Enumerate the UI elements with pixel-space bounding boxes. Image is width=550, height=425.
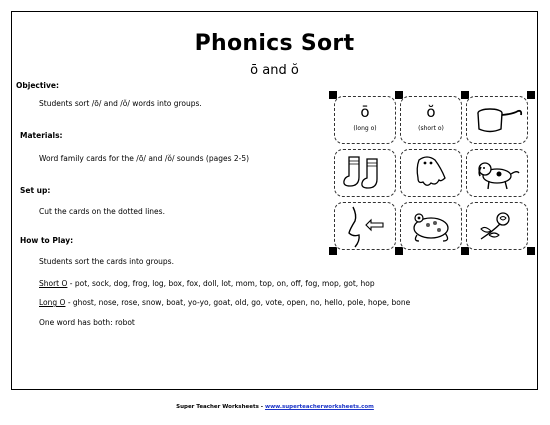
rose-icon: [467, 203, 527, 249]
long-o-words: - ghost, nose, rose, snow, boat, yo-yo, goat, old, go, vote, open, no, hello, pole, hope, bone: [65, 298, 411, 307]
page-subtitle: ō and ŏ: [250, 63, 299, 78]
frog-icon: [401, 203, 461, 249]
card-socks: [334, 149, 396, 197]
long-o-caption: (long o): [353, 125, 377, 132]
materials-text: Word family cards for the /ō/ and /ŏ/ sounds (pages 2-5): [39, 154, 250, 163]
card-ghost: [400, 149, 462, 197]
card-grid-preview: [332, 94, 532, 252]
setup-label: Set up:: [20, 186, 51, 195]
page-title: Phonics Sort: [194, 31, 355, 56]
long-o-label: Long O: [39, 298, 66, 307]
corner-marker: [527, 247, 535, 255]
corner-marker: [527, 91, 535, 99]
pot-icon: [467, 97, 527, 143]
short-o-mark: ŏ: [426, 103, 436, 121]
how-to-play-intro: Students sort the cards into groups.: [39, 257, 174, 266]
materials-label: Materials:: [20, 131, 63, 140]
card-dog: [466, 149, 528, 197]
footer-brand: Super Teacher Worksheets -: [176, 404, 265, 410]
setup-text: Cut the cards on the dotted lines.: [39, 207, 165, 216]
card-short-o: [400, 96, 462, 144]
how-to-play-label: How to Play:: [20, 236, 74, 245]
card-rose: [466, 202, 528, 250]
short-o-label: Short O: [39, 279, 68, 288]
both-sounds-text: One word has both: robot: [39, 318, 135, 327]
ghost-icon: [401, 150, 461, 196]
socks-icon: [335, 150, 395, 196]
long-o-line: [39, 298, 410, 307]
objective-text: Students sort /ō/ and /ŏ/ words into groups.: [39, 99, 202, 108]
card-frog: [400, 202, 462, 250]
dog-icon: [467, 150, 527, 196]
objective-label: Objective:: [16, 81, 59, 90]
footer-link[interactable]: www.superteacherworksheets.com: [264, 404, 374, 410]
long-o-mark: ō: [360, 103, 370, 121]
card-nose: [334, 202, 396, 250]
card-long-o: [334, 96, 396, 144]
short-o-caption: (short o): [418, 125, 444, 132]
card-pot: [466, 96, 528, 144]
short-o-line: [39, 279, 375, 288]
short-o-words: - pot, sock, dog, frog, log, box, fox, doll, lot, mom, top, on, off, fog, mop, got, hop: [67, 279, 375, 288]
nose-icon: [335, 203, 395, 249]
worksheet-page: [11, 11, 538, 390]
footer: [0, 404, 550, 410]
